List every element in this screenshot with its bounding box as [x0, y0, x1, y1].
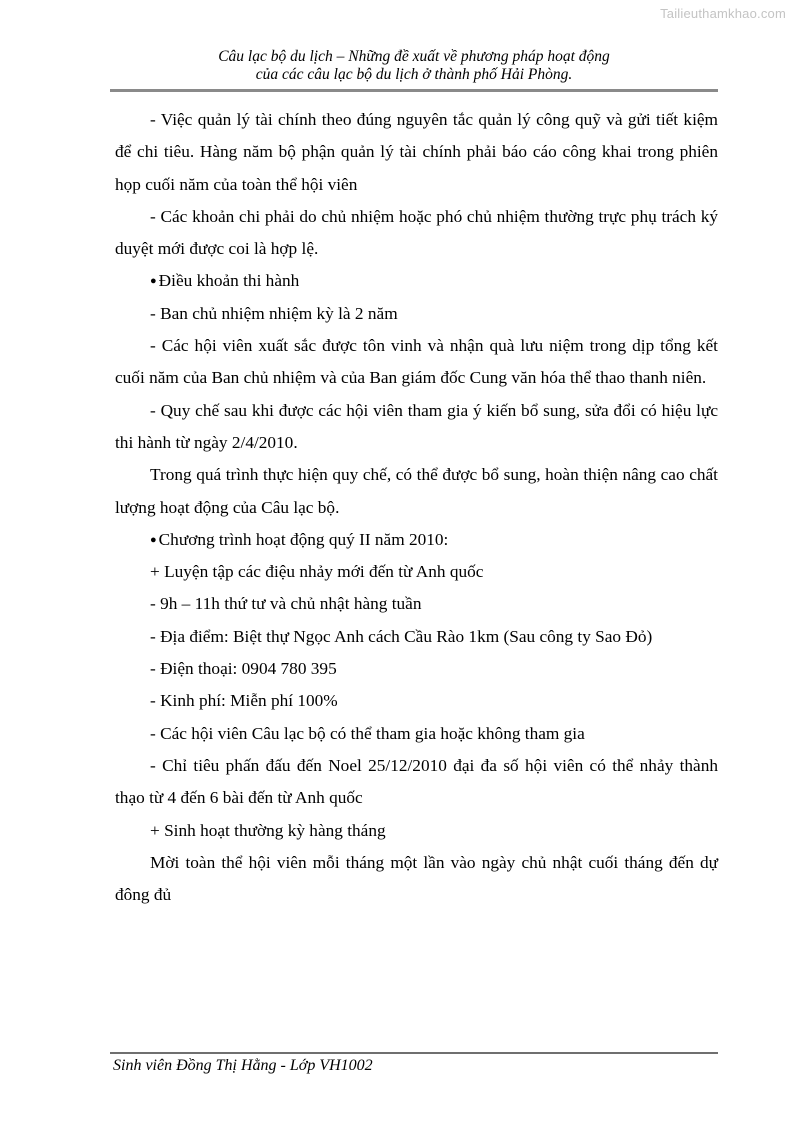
bullet-heading-text: Chương trình hoạt động quý II năm 2010: — [158, 529, 449, 549]
header-divider — [110, 89, 718, 92]
bullet-icon: ● — [150, 275, 157, 288]
paragraph-location: - Địa điểm: Biệt thự Ngọc Anh cách Cầu Rào 1km (Sau công ty Sao Đỏ) — [150, 626, 653, 646]
header-line-2: của các câu lạc bộ du lịch ở thành phố Hải Phòng. — [255, 66, 573, 83]
paragraph-term: - Ban chủ nhiệm nhiệm kỳ là 2 năm — [150, 303, 398, 323]
bullet-heading-enforcement — [115, 265, 718, 297]
paragraph-honors: - Các hội viên xuất sắc được tôn vinh và nhận quà lưu niệm trong dịp tổng kết cuối năm của Ban chủ nhiệm và của Ban giám đốc Cung văn hóa thể thao thanh niên. — [115, 336, 718, 388]
paragraph-finance: - Việc quản lý tài chính theo đúng nguyên tắc quản lý công quỹ và gửi tiết kiệm để chi tiêu. Hàng năm bộ phận quản lý tài chính phải báo cáo công khai trong phiên họp cuối năm của toàn thể hội viên — [115, 110, 718, 194]
paragraph-amendments: Trong quá trình thực hiện quy chế, có thể được bổ sung, hoàn thiện nâng cao chất lượng hoạt động của Câu lạc bộ. — [115, 465, 718, 517]
paragraph-effective-date: - Quy chế sau khi được các hội viên tham gia ý kiến bổ sung, sửa đổi có hiệu lực thi hành từ ngày 2/4/2010. — [115, 400, 718, 452]
paragraph-invitation: Mời toàn thể hội viên mỗi tháng một lần vào ngày chủ nhật cuối tháng đến dự đông đủ — [115, 852, 718, 905]
footer-divider — [110, 1052, 718, 1054]
bullet-heading-text: Điều khoản thi hành — [158, 271, 300, 291]
document-body — [115, 104, 718, 911]
paragraph-expenses: - Các khoản chi phải do chủ nhiệm hoặc phó chủ nhiệm thường trực phụ trách ký duyệt mới được coi là hợp lệ. — [115, 206, 718, 259]
paragraph-target: - Chỉ tiêu phấn đấu đến Noel 25/12/2010 đại đa số hội viên có thể nhảy thành thạo từ 4 đến 6 bài đến từ Anh quốc — [115, 755, 718, 808]
paragraph-schedule: - 9h – 11h thứ tư và chủ nhật hàng tuần — [150, 594, 422, 614]
paragraph-cost: - Kinh phí: Miễn phí 100% — [150, 691, 338, 711]
running-header — [110, 48, 718, 84]
paragraph-dance-practice: + Luyện tập các điệu nhảy mới đến từ Anh quốc — [150, 562, 484, 582]
bullet-heading-program — [115, 524, 718, 556]
paragraph-phone: - Điện thoại: 0904 780 395 — [150, 659, 337, 679]
running-footer: Sinh viên Đồng Thị Hằng - Lớp VH1002 — [113, 1057, 373, 1074]
paragraph-participation: - Các hội viên Câu lạc bộ có thể tham gia hoặc không tham gia — [150, 723, 585, 743]
bullet-icon: ● — [150, 533, 157, 546]
watermark: Tailieuthamkhao.com — [660, 6, 786, 21]
paragraph-monthly-meeting: + Sinh hoạt thường kỳ hàng tháng — [150, 820, 386, 840]
header-line-1: Câu lạc bộ du lịch – Những đề xuất về phương pháp hoạt động — [218, 48, 610, 65]
